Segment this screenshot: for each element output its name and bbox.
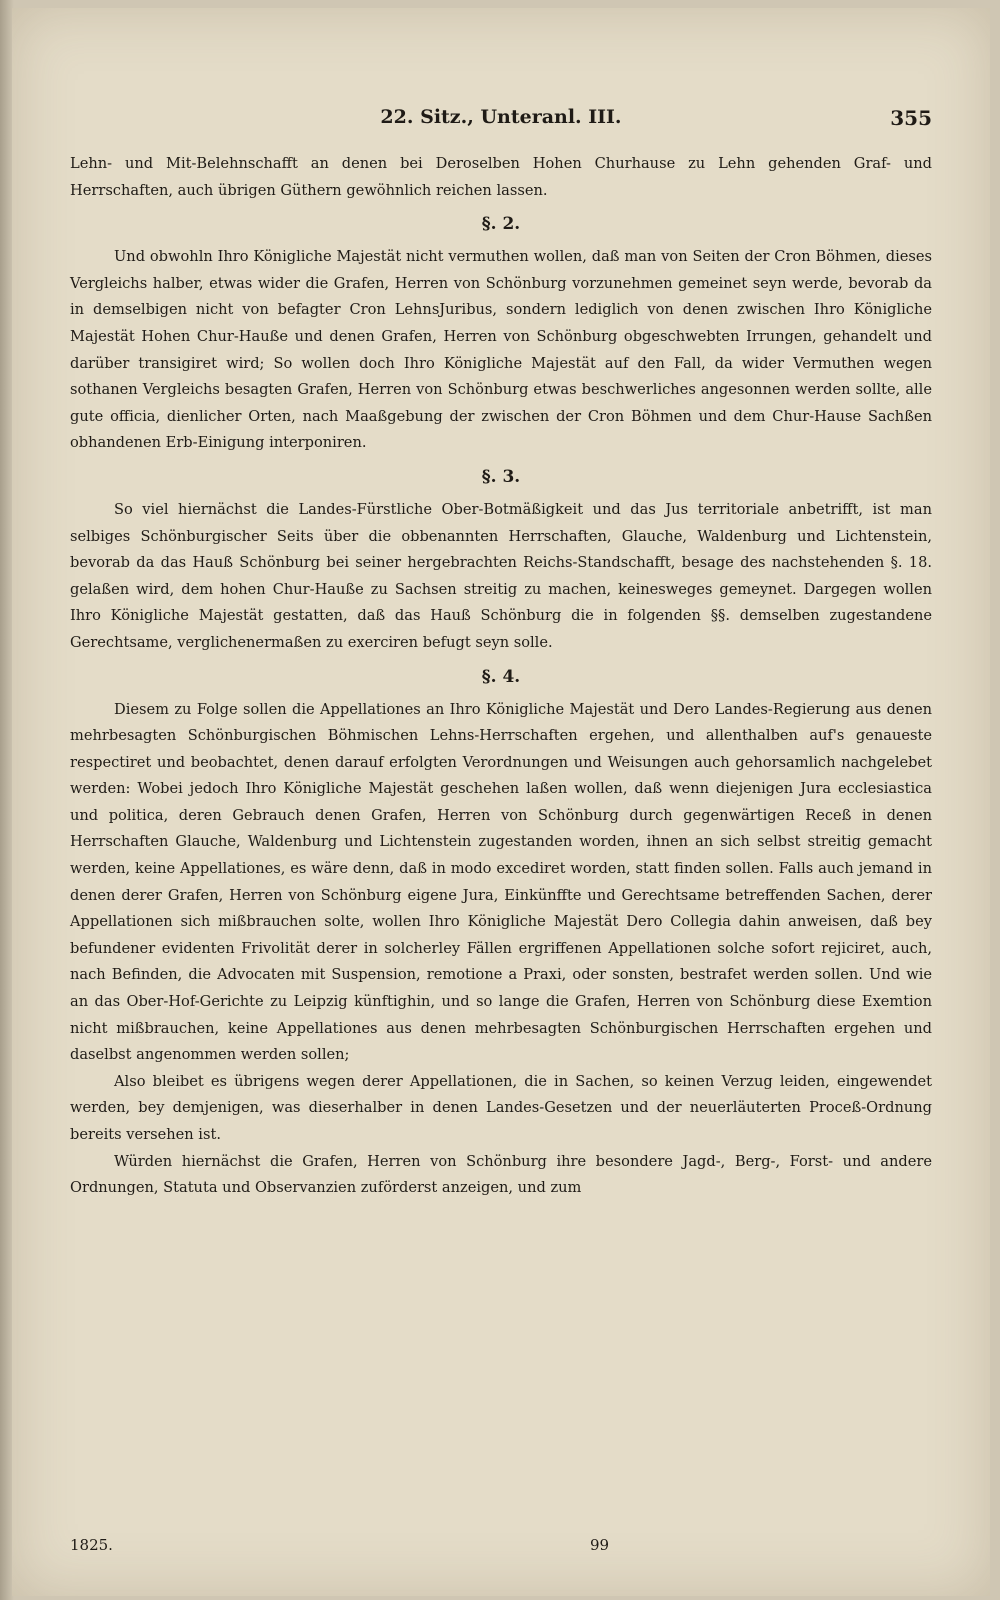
page-header (70, 106, 932, 136)
footer-year: 1825. (70, 1536, 113, 1554)
sheet-signature-number: 99 (590, 1536, 610, 1554)
running-head: 22. Sitz., Unteranl. III. (380, 106, 622, 128)
page-number: 355 (890, 106, 932, 130)
paragraph-continuation: Lehn- und Mit-Belehnschafft an denen bei Deroselben Hohen Churhause zu Lehn gehenden Graf- und Herrschaften, auch übrigen Güthern gewöhnlich reichen lassen. (70, 155, 932, 199)
section-heading-3: §. 3. (481, 466, 521, 487)
section-heading-4: §. 4. (481, 666, 521, 687)
paragraph-section-2: Und obwohln Ihro Königliche Majestät nicht vermuthen wollen, daß man von Seiten der Cron Böhmen, dieses Vergleichs halber, etwas wider die Grafen, Herren von Schönburg vorzunehmen gemeinet seyn werde, bevorab da in demselbigen nicht von befagter Cron LehnsJuribus, sondern lediglich von denen zwischen Ihro Königliche Majestät Hohen Chur-Hauße und denen Grafen, Herren von Schönburg obgeschwebten Irrungen, gehandelt und darüber transigiret wird; So wollen doch Ihro Königliche Majestät auf den Fall, da wider Vermuthen wegen sothanen Vergleichs besagten Grafen, Herren von Schönburg etwas beschwerliches angesonnen werden sollte, alle gute officia, dienlicher Orten, nach Maaßgebung der zwischen der Cron Böhmen und dem Chur-Hause Sachßen obhandenen Erb-Einigung interponiren. (70, 248, 932, 452)
section-heading-2: §. 2. (481, 214, 521, 235)
paragraph-section-3: So viel hiernächst die Landes-Fürstliche Ober-Botmäßigkeit und das Jus territoriale anbetrifft, ist man selbiges Schönburgischer Seits über die obbenannten Herrschaften, Glauche, Waldenburg und Lichtenstein, bevorab da das Hauß Schönburg bei seiner hergebrachten Reichs-Standschafft, besage des nachstehenden §. 18. gelaßen wird, dem hohen Chur-Hauße zu Sachsen streitig zu machen, keinesweges gemeynet. Dargegen wollen Ihro Königliche Majestät gestatten, daß das Hauß Schönburg die in folgenden §§. demselben zugestandene Gerechtsame, verglichenermaßen zu exerciren befugt seyn solle. (70, 500, 932, 651)
scanned-page (12, 8, 990, 1596)
paragraph-ordinances: Würden hiernächst die Grafen, Herren von Schönburg ihre besondere Jagd-, Berg-, Forst- und andere Ordnungen, Statuta und Observanzien zuförderst anzeigen, und zum (70, 1152, 932, 1197)
page-body (70, 151, 932, 1202)
page-footer (70, 1536, 932, 1562)
paragraph-appellations: Also bleibet es übrigens wegen derer Appellationen, die in Sachen, so keinen Verzug leiden, eingewendet werden, bey demjenigen, was dieserhalber in denen Landes-Gesetzen und der neuerläuterten Proceß-Ordnung bereits versehen ist. (70, 1072, 932, 1143)
paragraph-section-4: Diesem zu Folge sollen die Appellationes an Ihro Königliche Majestät und Dero Landes-Regierung aus denen mehrbesagten Schönburgischen Böhmischen Lehns-Herrschaften ergehen, und allenthalben auf's genaueste respectiret und beobachtet, denen darauf erfolgten Verordnungen und Weisungen auch gehorsamlich nachgelebet werden: Wobei jedoch Ihro Königliche Majestät geschehen laßen wollen, daß wenn diejenigen Jura ecclesiastica und politica, deren Gebrauch denen Grafen, Herren von Schönburg durch gegenwärtigen Receß in denen Herrschaften Glauche, Waldenburg und Lichtenstein zugestanden worden, ihnen an sich selbst streitig gemacht werden, keine Appellationes, es wäre denn, daß in modo excediret worden, statt finden sollen. Falls auch jemand in denen derer Grafen, Herren von Schönburg eigene Jura, Einkünffte und Gerechtsame betreffenden Sachen, derer Appellationen sich mißbrauchen solte, wollen Ihro Königliche Majestät Dero Collegia dahin anweisen, daß bey befundener evidenten Frivolität derer in solcherley Fällen ergriffenen Appellationen solche sofort rejiciret, auch, nach Befinden, die Advocaten mit Suspension, remotione a Praxi, oder sonsten, bestrafet werden sollen. Und wie an das Ober-Hof-Gerichte zu Leipzig künftighin, und so lange die Grafen, Herren von Schönburg diese Exemtion nicht mißbrauchen, keine Appellationes aus denen mehrbesagten Schönburgischen Herrschaften ergehen und daselbst angenommen werden sollen; (70, 700, 932, 1064)
